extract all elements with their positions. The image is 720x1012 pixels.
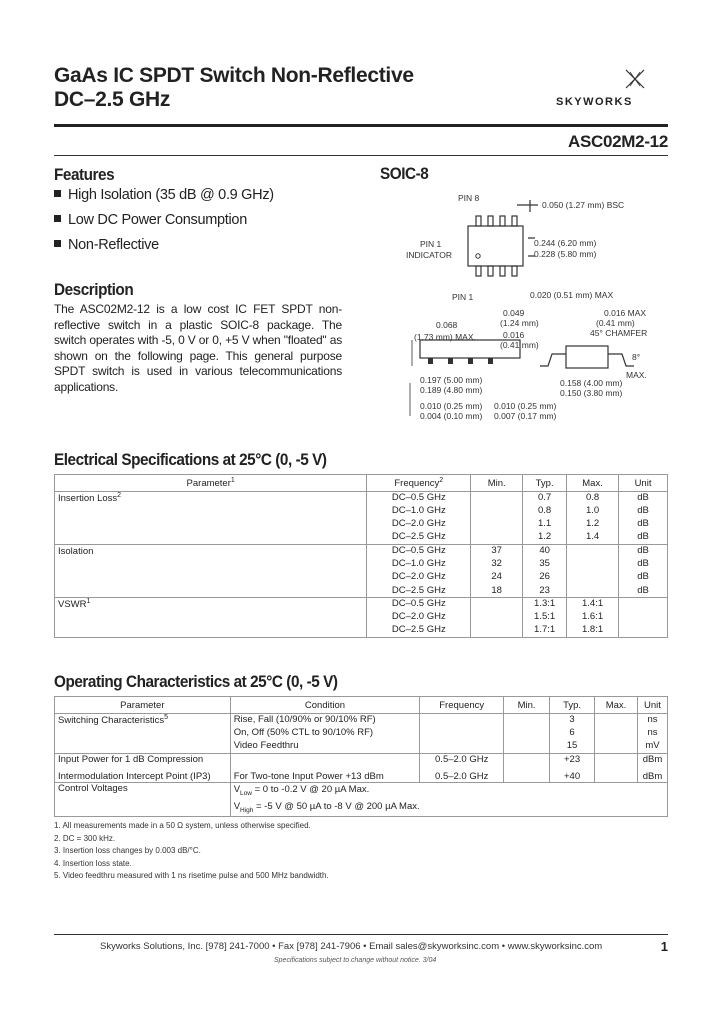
label-chamfer-2: (0.41 mm) <box>596 318 635 328</box>
part-number: ASC02M2-12 <box>568 132 668 151</box>
feature-item: Non-Reflective <box>54 237 159 253</box>
label-l-1: 0.049 <box>503 308 525 318</box>
table-row: On, Off (50% CTL to 90/10% RF) 6 ns <box>55 727 668 740</box>
col-min: Min. <box>471 475 523 492</box>
description-text: The ASC02M2-12 is a low cost IC FET SPDT non-reflective switch in a plastic SOIC-8 package. The switch operates with -5, 0 V or 0, +5 V when "floated" as shown on the following page. This general purpose SPDT switch is used in various telecommunications applications. <box>54 302 342 394</box>
table-row: Switching Characteristics$^5$ Rise, Fall (10/90% or 90/10% RF) 3 ns <box>55 714 668 727</box>
table-row: Isolation DC–0.5 GHz 37 40 dB <box>55 545 668 558</box>
col-condition: Condition <box>230 697 420 714</box>
package-heading: SOIC-8 <box>380 164 429 183</box>
top-rule <box>54 124 668 127</box>
col-min: Min. <box>504 697 550 714</box>
label-b-1: 0.010 (0.25 mm) <box>420 401 483 411</box>
footnote: 2. DC = 300 kHz. <box>54 833 116 843</box>
col-parameter: Parameter$^1$ <box>55 475 367 492</box>
footnote: 3. Insertion loss changes by 0.003 dB/°C. <box>54 846 201 855</box>
label-chamfer-3: 45° CHAMFER <box>590 328 648 338</box>
label-pin8: PIN 8 <box>458 193 480 203</box>
bullet-icon <box>54 240 61 247</box>
footnote: 1. All measurements made in a 50 Ω system, unless otherwise specified. <box>54 821 311 830</box>
disclaimer: Specifications subject to change without notice. 3/04 <box>274 957 437 964</box>
table-row: Input Power for 1 dB Compression 0.5–2.0 GHz +23 dBm <box>55 753 668 766</box>
table-row: Insertion Loss$^2$ DC–0.5 GHz 0.7 0.8 dB <box>55 492 668 505</box>
label-chamfer-1: 0.016 MAX <box>604 308 647 318</box>
footnotes <box>54 820 329 883</box>
label-body-width-1: 0.158 (4.00 mm) <box>560 378 623 388</box>
label-t-1: 0.010 (0.25 mm) <box>494 401 557 411</box>
table-row: DC–2.5 GHz 1.2 1.4 dB <box>55 531 668 544</box>
label-l-4: (0.41 mm) <box>500 340 539 350</box>
label-lead-max: 0.020 (0.51 mm) MAX <box>530 290 614 300</box>
header-divider <box>54 155 668 156</box>
brand-name: SKYWORKS <box>556 96 633 108</box>
label-height-2: (1.73 mm) MAX. <box>414 332 476 342</box>
feature-item: High Isolation (35 dB @ 0.9 GHz) <box>54 187 274 203</box>
table-row: DC–2.5 GHz 18 23 dB <box>55 585 668 598</box>
label-length-2: 0.189 (4.80 mm) <box>420 385 483 395</box>
electrical-heading: Electrical Specifications at 25°C (0, -5 V) <box>54 450 327 469</box>
label-l-3: 0.016 <box>503 330 525 340</box>
col-frequency: Frequency <box>420 697 504 714</box>
col-max: Max. <box>595 697 638 714</box>
label-height-1: 0.068 <box>436 320 458 330</box>
table-row: DC–1.0 GHz 0.8 1.0 dB <box>55 505 668 518</box>
soic8-package-drawing <box>390 188 680 428</box>
col-typ: Typ. <box>550 697 595 714</box>
description-heading: Description <box>54 280 134 299</box>
operating-heading: Operating Characteristics at 25°C (0, -5 V) <box>54 672 338 691</box>
col-unit: Unit <box>619 475 668 492</box>
table-row: DC–2.0 GHz 1.1 1.2 dB <box>55 518 668 531</box>
label-pin1-indicator-1: PIN 1 <box>420 239 442 249</box>
label-angle: 8° <box>632 352 641 362</box>
features-heading: Features <box>54 165 115 184</box>
footnote: 5. Video feedthru measured with 1 ns risetime pulse and 500 MHz bandwidth. <box>54 871 329 880</box>
bullet-icon <box>54 190 61 197</box>
table-row: DC–2.5 GHz 1.7:1 1.8:1 <box>55 624 668 637</box>
footer-contact: Skyworks Solutions, Inc. [978] 241-7000 • Fax [978] 241-7906 • Email sales@skyworksinc.com • www.skyworksinc.com <box>100 941 603 952</box>
label-pin1-indicator-2: INDICATOR <box>406 250 452 260</box>
label-length-1: 0.197 (5.00 mm) <box>420 375 483 385</box>
table-row: DC–1.0 GHz 32 35 dB <box>55 558 668 571</box>
label-t-2: 0.007 (0.17 mm) <box>494 411 557 421</box>
label-pin1: PIN 1 <box>452 292 474 302</box>
table-row: VSWR$^1$ DC–0.5 GHz 1.3:1 1.4:1 <box>55 598 668 611</box>
col-parameter: Parameter <box>55 697 231 714</box>
footnote: 4. Insertion loss state. <box>54 858 132 868</box>
col-typ: Typ. <box>523 475 567 492</box>
swoosh-icon <box>556 66 646 96</box>
electrical-specs-table <box>54 474 668 638</box>
feature-item: Low DC Power Consumption <box>54 212 247 228</box>
bullet-icon <box>54 215 61 222</box>
col-frequency: Frequency$^2$ <box>367 475 471 492</box>
table-header-row <box>55 475 668 492</box>
label-angle-max: MAX. <box>626 370 647 380</box>
table-row: DC–2.0 GHz 24 26 dB <box>55 571 668 584</box>
label-pitch: 0.050 (1.27 mm) BSC <box>542 200 625 210</box>
page-number: 1 <box>660 939 668 954</box>
table-row: Video Feedthru 15 mV <box>55 740 668 753</box>
footer-divider <box>54 934 668 935</box>
label-width-1: 0.244 (6.20 mm) <box>534 238 597 248</box>
label-b-2: 0.004 (0.10 mm) <box>420 411 483 421</box>
operating-characteristics-table <box>54 696 668 817</box>
title-line-1: GaAs IC SPDT Switch Non-Reflective <box>54 64 414 87</box>
col-unit: Unit <box>637 697 667 714</box>
label-l-2: (1.24 mm) <box>500 318 539 328</box>
document-title <box>54 64 414 112</box>
table-header-row <box>55 697 668 714</box>
skyworks-logo <box>556 66 646 114</box>
col-max: Max. <box>567 475 619 492</box>
table-row: Intermodulation Intercept Point (IP3) For Two-tone Input Power +13 dBm 0.5–2.0 GHz +40 dBm <box>55 767 668 783</box>
table-row: DC–2.0 GHz 1.5:1 1.6:1 <box>55 611 668 624</box>
label-width-2: 0.228 (5.80 mm) <box>534 249 597 259</box>
table-row: Control Voltages $V_{Low} = 0$ to -0.2 V @ 20 µA Max. $V_{High} = -5$ V @ 50 µA to -8 V @ 200 µA Max. <box>55 782 668 817</box>
label-body-width-2: 0.150 (3.80 mm) <box>560 388 623 398</box>
title-line-2: DC–2.5 GHz <box>54 88 171 111</box>
